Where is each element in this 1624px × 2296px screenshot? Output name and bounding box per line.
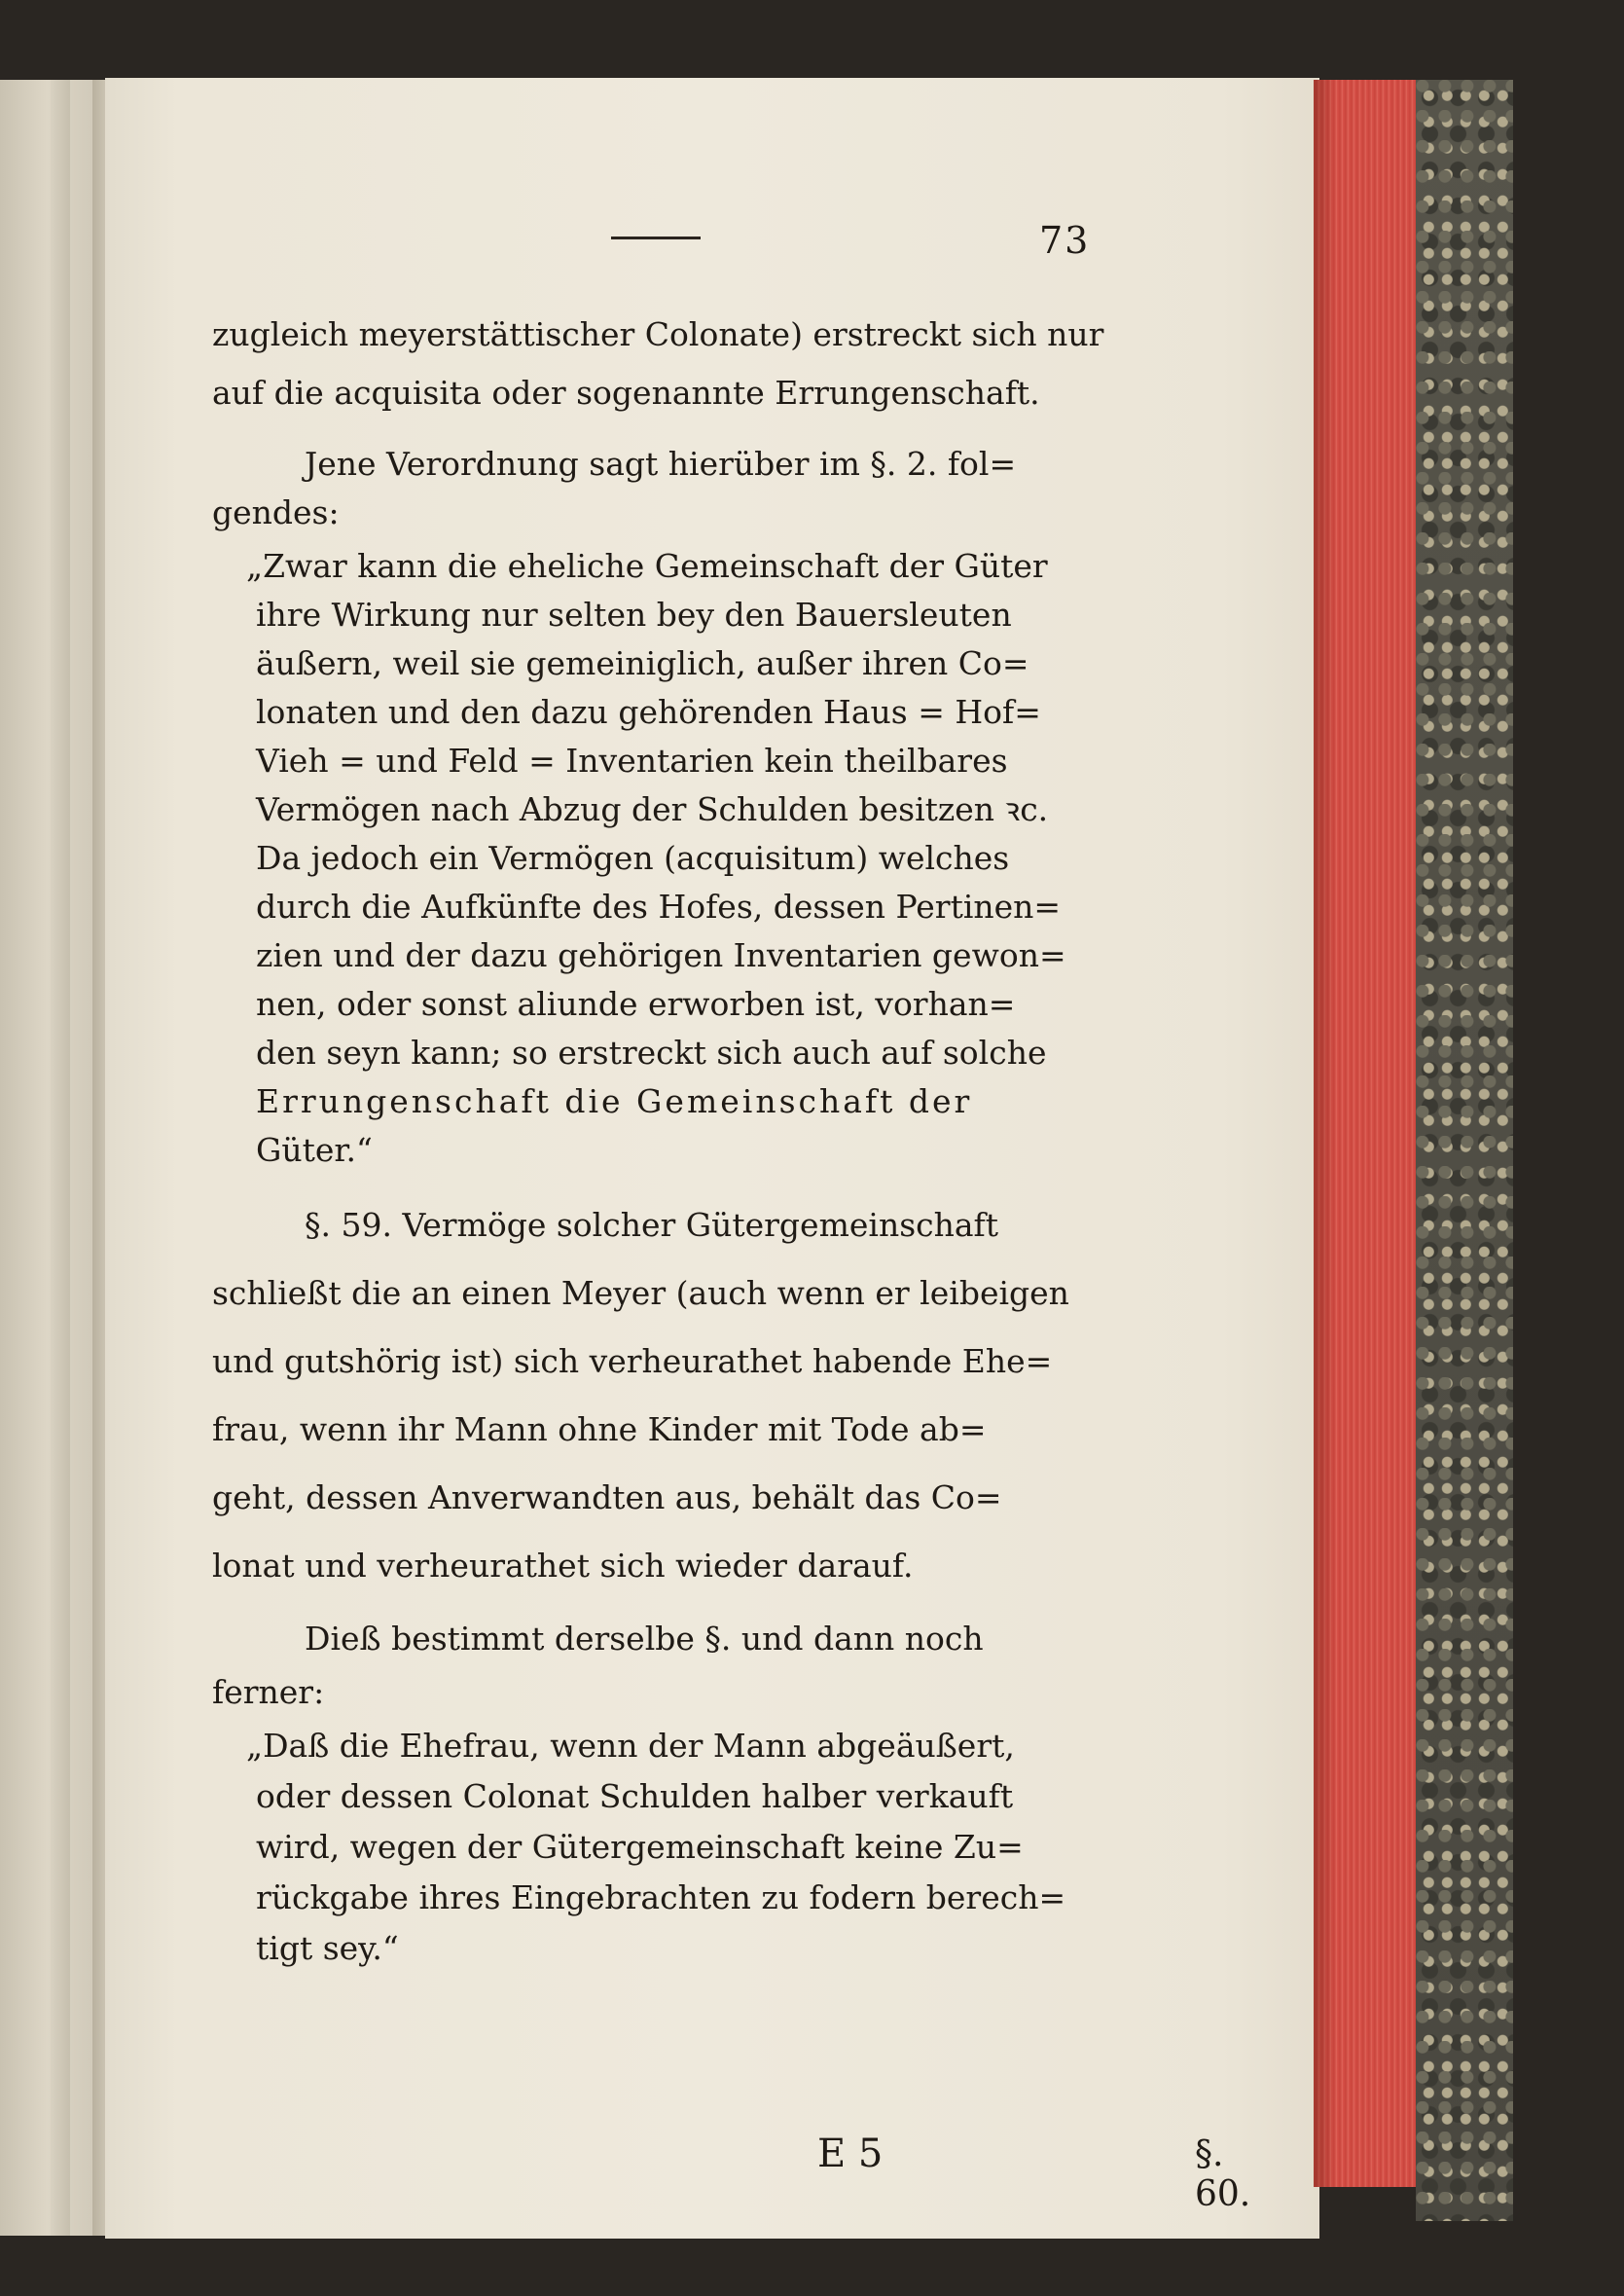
text-line: auf die acquisita oder sogenannte Errungenschaft. [212,374,1040,412]
text-line: rückgabe ihres Eingebrachten zu fodern berech= [256,1878,1066,1916]
text-line: zugleich meyerstättischer Colonate) erstreckt sich nur [212,315,1104,353]
signature-mark: E 5 [817,2132,884,2176]
text-line: Errungenschaft die Gemeinschaft der [256,1082,973,1120]
text-line: zien und der dazu gehörigen Inventarien gewon= [256,936,1066,974]
text-line: äußern, weil sie gemeiniglich, außer ihren Co= [256,644,1029,682]
text-line: §. 59. Vermöge solcher Gütergemeinschaft [305,1206,999,1244]
text-line: „Daß die Ehefrau, wenn der Mann abgeäußert, [246,1727,1015,1765]
text-line: ihre Wirkung nur selten bey den Bauersleuten [256,596,1012,634]
text-line: durch die Aufkünfte des Hofes, dessen Pertinen= [256,888,1062,926]
page-number: 73 [1039,219,1091,262]
text-line: oder dessen Colonat Schulden halber verkauft [256,1777,1014,1815]
text-line: schließt die an einen Meyer (auch wenn er leibeigen [212,1274,1069,1312]
text-line: geht, dessen Anverwandten aus, behält das Co= [212,1478,1002,1516]
text-line: Da jedoch ein Vermögen (acquisitum) welches [256,839,1010,877]
catchword: §. 60. [1195,2134,1251,2214]
text-line: frau, wenn ihr Mann ohne Kinder mit Tode ab= [212,1410,987,1448]
text-line: den seyn kann; so erstreckt sich auch auf solche [256,1034,1047,1072]
text-line: gendes: [212,493,340,531]
text-line: Güter.“ [256,1131,373,1169]
text-line: „Zwar kann die eheliche Gemeinschaft der Güter [246,547,1048,585]
running-head [212,219,1098,287]
text-line: und gutshörig ist) sich verheurathet habende Ehe= [212,1342,1053,1380]
text-line: ferner: [212,1673,325,1711]
text-line: tigt sey.“ [256,1929,399,1967]
text-line: Vieh = und Feld = Inventarien kein theilbares [256,742,1008,780]
text-line: nen, oder sonst aliunde erworben ist, vorhan= [256,985,1016,1023]
text-line: wird, wegen der Gütergemeinschaft keine Zu= [256,1828,1024,1866]
marbled-cover [1416,80,1513,2221]
text-line: lonat und verheurathet sich wieder darauf. [212,1547,914,1585]
page-text-block [212,219,1251,2214]
left-page-fold [51,80,70,2236]
text-line: Jene Verordnung sagt hierüber im §. 2. fol= [305,445,1017,483]
text-line: Vermögen nach Abzug der Schulden besitzen ꝛc. [256,790,1049,828]
text-line: Dieß bestimmt derselbe §. und dann noch [305,1620,984,1658]
text-line: lonaten und den dazu gehörenden Haus = Hof= [256,693,1041,731]
red-edge-shadow [1314,80,1335,2187]
head-rule [611,237,701,239]
